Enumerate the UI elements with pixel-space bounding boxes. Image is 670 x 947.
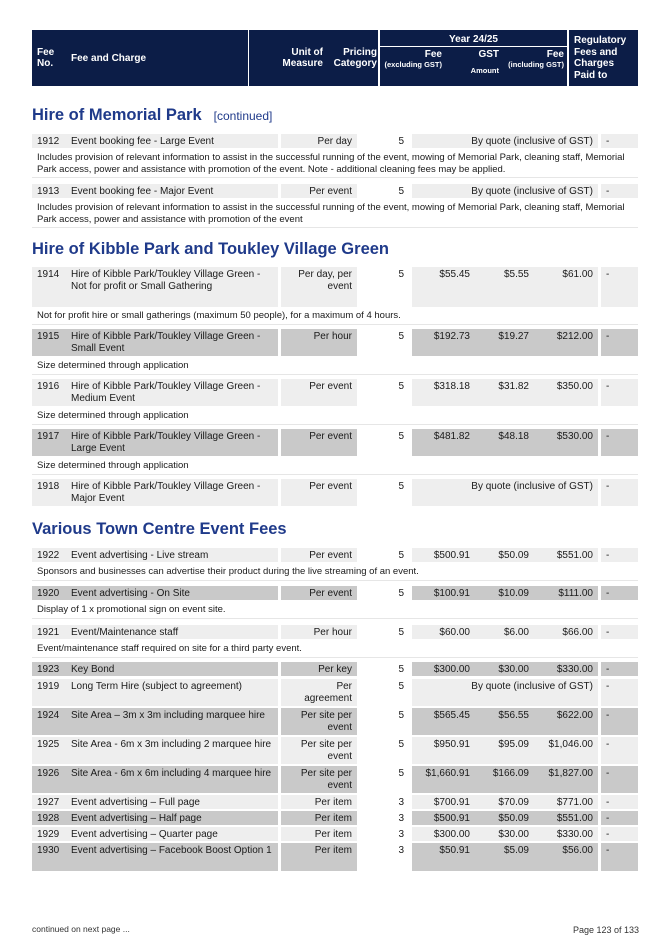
table-row bbox=[32, 795, 638, 809]
fee-excl-gst: $300.00 bbox=[412, 827, 475, 841]
regulatory-value: - bbox=[601, 625, 638, 639]
header-fee-incl: Fee bbox=[546, 49, 564, 60]
regulatory-value: - bbox=[601, 479, 638, 506]
table-row bbox=[32, 134, 638, 148]
continued-label: [continued] bbox=[213, 109, 273, 123]
pricing-category: 3 bbox=[398, 813, 404, 824]
header-regulatory-block bbox=[569, 30, 638, 86]
header-unit-of-measure: Unit of Measure bbox=[282, 47, 323, 69]
regulatory-value: - bbox=[601, 329, 638, 356]
fee-name: Event advertising – Full page bbox=[65, 795, 278, 809]
table-header bbox=[32, 30, 248, 86]
pricing-category: 5 bbox=[398, 481, 404, 492]
gst-amount: $166.09 bbox=[475, 766, 534, 793]
fee-name: Event/Maintenance staff bbox=[65, 625, 278, 639]
pricing-category: 3 bbox=[398, 845, 404, 856]
fee-note: Not for profit hire or small gatherings (maximum 50 people), for a maximum of 4 hours. bbox=[32, 308, 638, 325]
pricing-category: 5 bbox=[398, 186, 404, 197]
unit-of-measure: Per event bbox=[281, 429, 357, 456]
fee-incl-gst: $1,827.00 bbox=[534, 766, 598, 793]
fee-name: Event advertising – Quarter page bbox=[65, 827, 278, 841]
gst-amount: $31.82 bbox=[475, 379, 534, 406]
fee-name: Hire of Kibble Park/Toukley Village Green - Medium Event bbox=[65, 379, 278, 406]
regulatory-value: - bbox=[601, 827, 638, 841]
section-title: Hire of Memorial Park [continued] bbox=[32, 106, 273, 124]
pricing-category: 3 bbox=[398, 797, 404, 808]
unit-of-measure: Per day bbox=[281, 134, 357, 148]
header-year: Year 24/25 bbox=[449, 34, 498, 45]
fee-number: 1927 bbox=[32, 795, 65, 809]
fee-excl-gst: $481.82 bbox=[412, 429, 475, 456]
fee-name: Event advertising – Half page bbox=[65, 811, 278, 825]
regulatory-value: - bbox=[601, 134, 638, 148]
quote-text: By quote (inclusive of GST) bbox=[412, 479, 598, 506]
gst-amount: $19.27 bbox=[475, 329, 534, 356]
table-row bbox=[32, 548, 638, 562]
unit-of-measure: Per site per event bbox=[281, 766, 357, 793]
gst-amount: $5.09 bbox=[475, 843, 534, 871]
fee-incl-gst: $330.00 bbox=[534, 662, 598, 676]
fee-name: Site Area - 6m x 3m including 2 marquee hire bbox=[65, 737, 278, 764]
table-row bbox=[32, 811, 638, 825]
table-row bbox=[32, 329, 638, 356]
fee-note: Sponsors and businesses can advertise their product during the live streaming of an event. bbox=[32, 564, 638, 581]
table-row bbox=[32, 843, 638, 871]
fee-excl-gst: $55.45 bbox=[412, 267, 475, 307]
header-gst: GST bbox=[478, 49, 499, 60]
regulatory-value: - bbox=[601, 843, 638, 871]
unit-of-measure: Per agreement bbox=[281, 679, 357, 706]
fee-incl-gst: $350.00 bbox=[534, 379, 598, 406]
fee-incl-gst: $111.00 bbox=[534, 586, 598, 600]
fee-number: 1917 bbox=[32, 429, 65, 456]
fee-incl-gst: $622.00 bbox=[534, 708, 598, 735]
continued-note: continued on next page ... bbox=[32, 924, 130, 934]
gst-amount: $70.09 bbox=[475, 795, 534, 809]
fee-name: Long Term Hire (subject to agreement) bbox=[65, 679, 278, 706]
unit-of-measure: Per item bbox=[281, 843, 357, 871]
fee-number: 1919 bbox=[32, 679, 65, 706]
fee-incl-gst: $330.00 bbox=[534, 827, 598, 841]
fee-number: 1915 bbox=[32, 329, 65, 356]
regulatory-value: - bbox=[601, 267, 638, 307]
regulatory-value: - bbox=[601, 429, 638, 456]
fee-name: Hire of Kibble Park/Toukley Village Green - Not for profit or Small Gathering bbox=[65, 267, 278, 307]
pricing-category: 5 bbox=[398, 664, 404, 675]
gst-amount: $95.09 bbox=[475, 737, 534, 764]
table-row bbox=[32, 625, 638, 639]
pricing-category: 3 bbox=[398, 829, 404, 840]
quote-text: By quote (inclusive of GST) bbox=[412, 134, 598, 148]
unit-of-measure: Per item bbox=[281, 811, 357, 825]
pricing-category: 5 bbox=[398, 381, 404, 392]
pricing-category: 5 bbox=[398, 710, 404, 721]
fee-excl-gst: $700.91 bbox=[412, 795, 475, 809]
fee-number: 1928 bbox=[32, 811, 65, 825]
fee-number: 1913 bbox=[32, 184, 65, 198]
unit-of-measure: Per event bbox=[281, 586, 357, 600]
table-row bbox=[32, 708, 638, 735]
pricing-category: 5 bbox=[398, 627, 404, 638]
pricing-category: 5 bbox=[398, 739, 404, 750]
fee-number: 1914 bbox=[32, 267, 65, 307]
fee-incl-gst: $61.00 bbox=[534, 267, 598, 307]
fee-excl-gst: $50.91 bbox=[412, 843, 475, 871]
fee-name: Hire of Kibble Park/Toukley Village Green - Small Event bbox=[65, 329, 278, 356]
pricing-category: 5 bbox=[398, 550, 404, 561]
table-row bbox=[32, 184, 638, 198]
pricing-category: 5 bbox=[398, 768, 404, 779]
fee-excl-gst: $60.00 bbox=[412, 625, 475, 639]
pricing-category: 5 bbox=[398, 681, 404, 692]
quote-text: By quote (inclusive of GST) bbox=[412, 679, 598, 706]
fee-incl-gst: $56.00 bbox=[534, 843, 598, 871]
fee-excl-gst: $500.91 bbox=[412, 548, 475, 562]
header-gst-sub: Amount bbox=[470, 66, 499, 75]
unit-of-measure: Per hour bbox=[281, 329, 357, 356]
pricing-category: 5 bbox=[398, 588, 404, 599]
fee-incl-gst: $212.00 bbox=[534, 329, 598, 356]
fee-incl-gst: $551.00 bbox=[534, 548, 598, 562]
fee-number: 1925 bbox=[32, 737, 65, 764]
pricing-category: 5 bbox=[398, 331, 404, 342]
header-fee-no: Fee No. bbox=[37, 47, 55, 69]
fee-name: Hire of Kibble Park/Toukley Village Green - Large Event bbox=[65, 429, 278, 456]
table-row bbox=[32, 479, 638, 506]
fee-excl-gst: $192.73 bbox=[412, 329, 475, 356]
fee-name: Event advertising – Facebook Boost Option 1 bbox=[65, 843, 278, 871]
fee-number: 1912 bbox=[32, 134, 65, 148]
fee-excl-gst: $950.91 bbox=[412, 737, 475, 764]
fee-note: Includes provision of relevant information to assist in the successful running of the event, mowing of Memorial Park, cleaning staff, Memorial Park access, power and assistance with promotion of the event. Note - additional cleaning fees may be applied. bbox=[32, 150, 638, 178]
header-fee-excl: Fee bbox=[424, 49, 442, 60]
fee-name: Event booking fee - Major Event bbox=[65, 184, 278, 198]
table-row bbox=[32, 379, 638, 406]
regulatory-value: - bbox=[601, 679, 638, 706]
regulatory-value: - bbox=[601, 379, 638, 406]
section-title: Various Town Centre Event Fees bbox=[32, 520, 287, 538]
fee-name: Event advertising - Live stream bbox=[65, 548, 278, 562]
table-row bbox=[32, 679, 638, 706]
regulatory-value: - bbox=[601, 795, 638, 809]
gst-amount: $50.09 bbox=[475, 548, 534, 562]
fee-excl-gst: $1,660.91 bbox=[412, 766, 475, 793]
header-fee-excl-sub: (excluding GST) bbox=[384, 60, 442, 69]
table-row bbox=[32, 737, 638, 764]
gst-amount: $48.18 bbox=[475, 429, 534, 456]
unit-of-measure: Per item bbox=[281, 795, 357, 809]
pricing-category: 5 bbox=[398, 136, 404, 147]
fee-incl-gst: $1,046.00 bbox=[534, 737, 598, 764]
unit-of-measure: Per site per event bbox=[281, 708, 357, 735]
fee-note: Includes provision of relevant information to assist in the successful running of the event, mowing of Memorial Park, cleaning staff, Memorial Park access, power and assistance with promotion of the event bbox=[32, 200, 638, 228]
gst-amount: $30.00 bbox=[475, 827, 534, 841]
fee-name: Event booking fee - Large Event bbox=[65, 134, 278, 148]
fee-name: Key Bond bbox=[65, 662, 278, 676]
unit-of-measure: Per event bbox=[281, 548, 357, 562]
regulatory-value: - bbox=[601, 737, 638, 764]
fee-number: 1920 bbox=[32, 586, 65, 600]
table-row bbox=[32, 827, 638, 841]
table-row bbox=[32, 429, 638, 456]
fee-number: 1922 bbox=[32, 548, 65, 562]
section-title: Hire of Kibble Park and Toukley Village Green bbox=[32, 240, 389, 258]
unit-of-measure: Per event bbox=[281, 184, 357, 198]
fee-incl-gst: $530.00 bbox=[534, 429, 598, 456]
fee-number: 1926 bbox=[32, 766, 65, 793]
unit-of-measure: Per site per event bbox=[281, 737, 357, 764]
unit-of-measure: Per hour bbox=[281, 625, 357, 639]
regulatory-value: - bbox=[601, 766, 638, 793]
pricing-category: 5 bbox=[398, 269, 404, 280]
pricing-category: 5 bbox=[398, 431, 404, 442]
table-row bbox=[32, 766, 638, 793]
fee-excl-gst: $100.91 bbox=[412, 586, 475, 600]
fee-name: Event advertising - On Site bbox=[65, 586, 278, 600]
header-fee-and-charge: Fee and Charge bbox=[71, 52, 147, 64]
table-row bbox=[32, 586, 638, 600]
fee-number: 1924 bbox=[32, 708, 65, 735]
fee-incl-gst: $66.00 bbox=[534, 625, 598, 639]
unit-of-measure: Per key bbox=[281, 662, 357, 676]
unit-of-measure: Per event bbox=[281, 479, 357, 506]
fee-number: 1930 bbox=[32, 843, 65, 871]
fee-note: Event/maintenance staff required on site for a third party event. bbox=[32, 641, 638, 658]
gst-amount: $5.55 bbox=[475, 267, 534, 307]
fee-number: 1916 bbox=[32, 379, 65, 406]
fee-name: Site Area - 6m x 6m including 4 marquee hire bbox=[65, 766, 278, 793]
fee-number: 1923 bbox=[32, 662, 65, 676]
fee-note: Size determined through application bbox=[32, 408, 638, 425]
fee-incl-gst: $551.00 bbox=[534, 811, 598, 825]
unit-of-measure: Per event bbox=[281, 379, 357, 406]
header-pricing-category: Pricing Category bbox=[333, 47, 377, 69]
unit-of-measure: Per day, per event bbox=[281, 267, 357, 307]
fee-incl-gst: $771.00 bbox=[534, 795, 598, 809]
fee-excl-gst: $565.45 bbox=[412, 708, 475, 735]
header-regulatory: Regulatory Fees and Charges Paid to bbox=[574, 35, 627, 81]
gst-amount: $50.09 bbox=[475, 811, 534, 825]
header-year-block bbox=[380, 30, 567, 86]
regulatory-value: - bbox=[601, 662, 638, 676]
regulatory-value: - bbox=[601, 708, 638, 735]
table-row bbox=[32, 267, 638, 307]
regulatory-value: - bbox=[601, 586, 638, 600]
regulatory-value: - bbox=[601, 184, 638, 198]
table-row bbox=[32, 662, 638, 676]
fee-number: 1918 bbox=[32, 479, 65, 506]
fee-excl-gst: $500.91 bbox=[412, 811, 475, 825]
header-unit-block bbox=[249, 30, 378, 86]
gst-amount: $10.09 bbox=[475, 586, 534, 600]
regulatory-value: - bbox=[601, 548, 638, 562]
fee-name: Site Area – 3m x 3m including marquee hire bbox=[65, 708, 278, 735]
gst-amount: $6.00 bbox=[475, 625, 534, 639]
header-fee-incl-sub: (including GST) bbox=[508, 60, 564, 69]
fee-excl-gst: $318.18 bbox=[412, 379, 475, 406]
page-number: Page 123 of 133 bbox=[572, 925, 639, 935]
fee-note: Size determined through application bbox=[32, 358, 638, 375]
gst-amount: $56.55 bbox=[475, 708, 534, 735]
fee-number: 1921 bbox=[32, 625, 65, 639]
fee-note: Size determined through application bbox=[32, 458, 638, 475]
fee-excl-gst: $300.00 bbox=[412, 662, 475, 676]
unit-of-measure: Per item bbox=[281, 827, 357, 841]
quote-text: By quote (inclusive of GST) bbox=[412, 184, 598, 198]
gst-amount: $30.00 bbox=[475, 662, 534, 676]
fee-name: Hire of Kibble Park/Toukley Village Green - Major Event bbox=[65, 479, 278, 506]
fee-note: Display of 1 x promotional sign on event site. bbox=[32, 602, 638, 619]
regulatory-value: - bbox=[601, 811, 638, 825]
fee-number: 1929 bbox=[32, 827, 65, 841]
